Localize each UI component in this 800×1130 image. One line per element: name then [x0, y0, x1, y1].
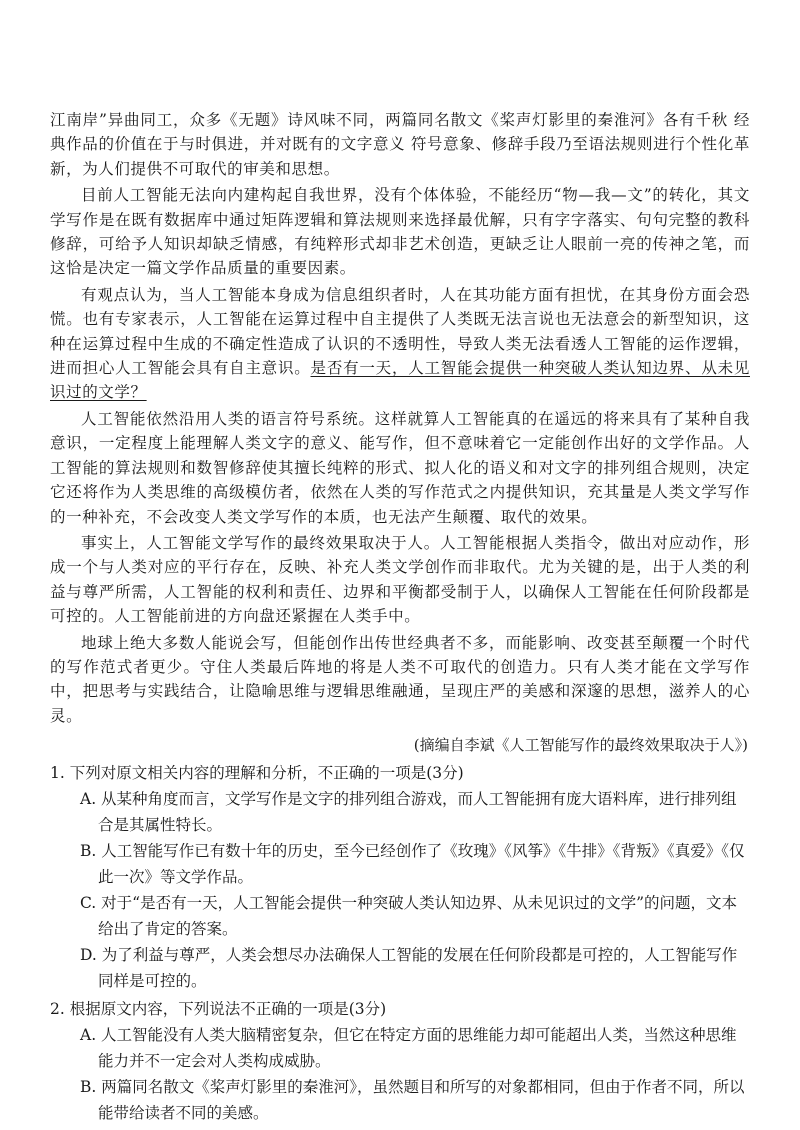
source-citation: (摘编自李斌《人工智能写作的最终效果取决于人》): [413, 736, 748, 755]
passage-paragraph: 事实上，人工智能文学写作的最终效果取决于人。人工智能根据人类指令，做出对应动作，形成一个与人类对应的平行存在，反映、补充人类文学创作而非取代。尤为关键的是，出于人类的利益与尊严所需，人工智能的权利和责任、边界和平衡都受制于人，以确保人工智能在任何阶段都是可控的。人工智能前进的方向盘还紧握在人类手中。: [50, 533, 750, 626]
paragraph-text: 有观点认为，当人工智能本身成为信息组织者时，人在其功能方面有担忧，在其身份方面会恐慌。也有专家表示，人工智能在运算过程中自主提供了人类既无法言说也无法意会的新型知识，这种在运算过程中生成的不确定性造成了认识的不透明性，导致人类无法看透人工智能的运作逻辑，进而担心人工智能会具有自主意识。: [50, 285, 750, 378]
underlined-question: 是否有一天，人工智能会提供一种突破人类认知边界、从未见识过的文学？: [50, 359, 750, 402]
option-c: C. 对于“是否有一天，人工智能会提供一种突破人类认知边界、从未见识过的文学”的问题，文本给出了肯定的答案。: [80, 894, 738, 939]
passage-paragraph: 江南岸”异曲同工，众多《无题》诗风味不同，两篇同名散文《桨声灯影里的秦淮河》各有千秋 经典作品的价值在于与时俱进，并对既有的文字意义 符号意象、修辞手段乃至语法规则进行个性化革新，为人们提供不可取代的审美和思想。: [50, 111, 750, 178]
reading-passage: [50, 108, 750, 728]
passage-paragraph: 目前人工智能无法向内建构起自我世界，没有个体体验，不能经历“物—我—文”的转化，其文学写作是在既有数据库中通过矩阵逻辑和算法规则来选择最优解，只有字字落实、句句完整的教科修辞，可给予人知识却缺乏情感，有纯粹形式却非艺术创造，更缺乏让人眼前一亮的传神之笔，而这恰是决定一篇文学作品质量的重要因素。: [50, 186, 750, 278]
option-a: A. 从某种角度而言，文学写作是文字的排列组合游戏，而人工智能拥有庞大语料库，进行排列组合是其属性特长。: [80, 790, 737, 835]
option-a: A. 人工智能没有人类大脑精密复杂，但它在特定方面的思维能力却可能超出人类，当然这种思维能力并不一定会对人类构成威胁。: [80, 1026, 737, 1071]
option-d: D. 为了利益与尊严，人类会想尽办法确保人工智能的发展在任何阶段都是可控的，人工智能写作同样是可控的。: [80, 946, 738, 991]
option-b: B. 人工智能写作已有数十年的历史，至今已经创作了《玫瑰》《风筝》《牛排》《背叛》《真爱》《仅此一次》等文学作品。: [80, 842, 745, 887]
passage-paragraph: [50, 283, 750, 405]
option-b: B. 两篇同名散文《桨声灯影里的秦淮河》，虽然题目和所写的对象都相同，但由于作者不同，所以能带给读者不同的美感。: [80, 1078, 745, 1123]
question-stem: 1. 下列对原文相关内容的理解和分析，不正确的一项是(3分): [50, 764, 464, 783]
question-stem: 2. 根据原文内容，下列说法不正确的一项是(3分): [50, 1000, 387, 1019]
passage-paragraph: 地球上绝大多数人能说会写，但能创作出传世经典者不多，而能影响、改变甚至颠覆一个时代的写作范式者更少。守住人类最后阵地的将是人类不可取代的创造力。只有人类才能在文学写作中，把思考与实践结合，让隐喻思维与逻辑思维融通，呈现庄严的美感和深邃的思想，滋养人的心灵。: [50, 633, 750, 725]
question-2: [50, 996, 750, 1126]
passage-paragraph: 人工智能依然沿用人类的语言符号系统。这样就算人工智能真的在遥远的将来具有了某种自我意识，一定程度上能理解人类文字的意义、能写作，但不意味着它一定能创作出好的文学作品。人工智能的算法规则和数智修辞使其擅长纯粹的形式、拟人化的语义和对文字的排列组合规则，决定它还将作为人类思维的高级模仿者，依然在人类的写作范式之内提供知识，充其量是人类文学写作的一种补充，不会改变人类文学写作的本质，也无法产生颠覆、取代的效果。: [50, 409, 750, 526]
question-1: [50, 760, 750, 994]
